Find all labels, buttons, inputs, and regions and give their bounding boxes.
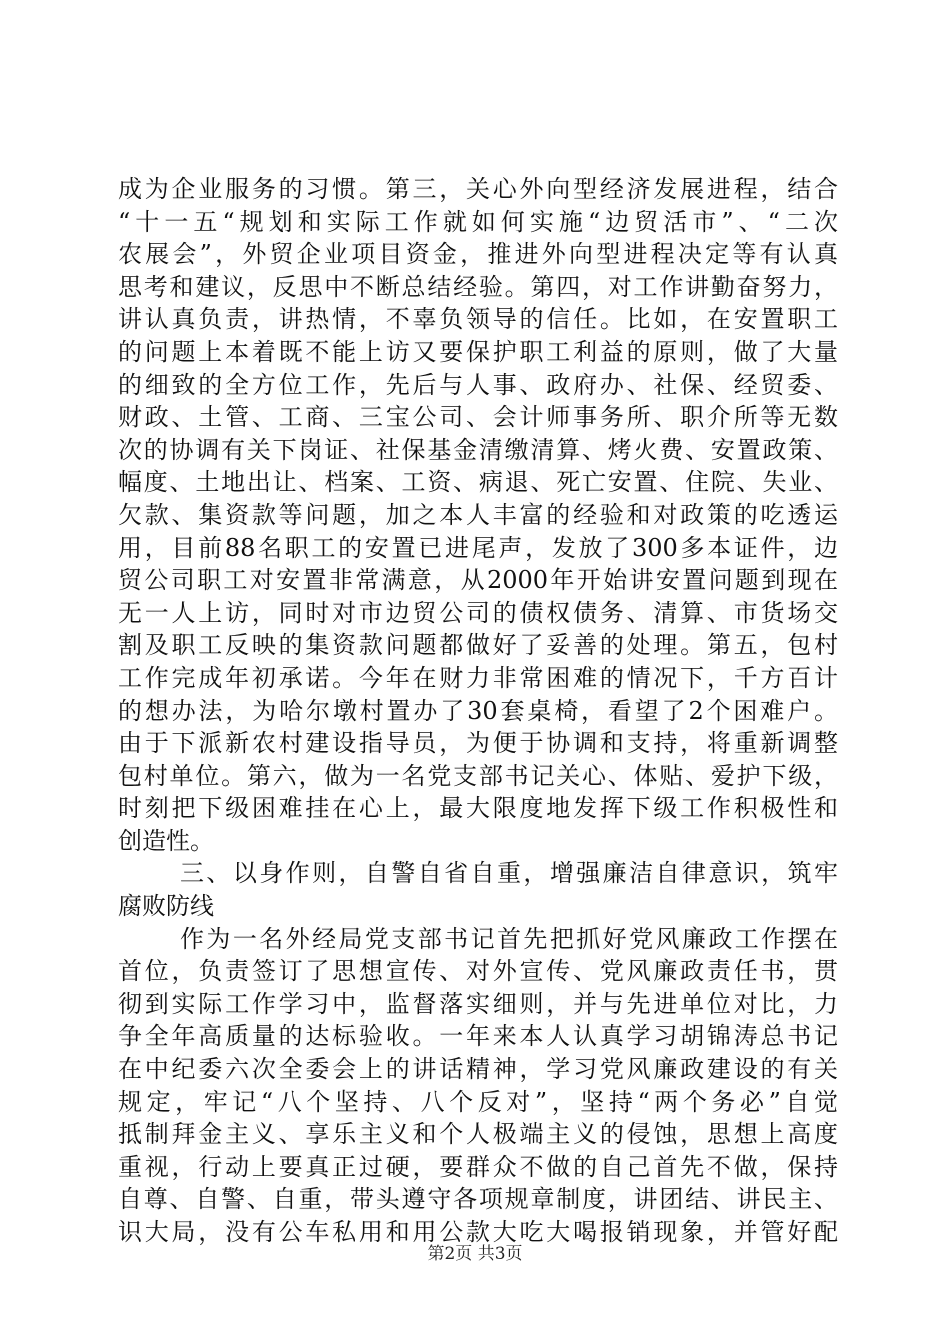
text-line: 无一人上访，同时对市边贸公司的债权债务、清算、市货场交 [118,598,838,627]
text-line: 重视，行动上要真正过硬，要群众不做的自己首先不做，保持 [118,1152,838,1181]
text-line: “十一五“规划和实际工作就如何实施“边贸活市”、“二次 [118,207,838,236]
text-line: 的问题上本着既不能上访又要保护职工利益的原则，做了大量 [118,337,838,366]
text-line: 识大局，没有公车私用和用公款大吃大喝报销现象，并管好配 [118,1218,838,1246]
text-line: 财政、土管、工商、三宝公司、会计师事务所、职介所等无数 [118,403,838,432]
text-line: 在中纪委六次全委会上的讲话精神，学习党风廉政建设的有关 [118,1055,838,1084]
text-line: 创造性。 [118,826,214,855]
text-line: 次的协调有关下岗证、社保基金清缴清算、烤火费、安置政策、 [118,435,838,464]
text-line: 由于下派新农村建设指导员，为便于协调和支持，将重新调整 [118,729,838,758]
text-line: 的细致的全方位工作，先后与人事、政府办、社保、经贸委、 [118,370,838,399]
text-line: 时刻把下级困难挂在心上，最大限度地发挥下级工作积极性和 [118,794,838,823]
text-line: 欠款、集资款等问题，加之本人丰富的经验和对政策的吃透运 [118,500,838,529]
document-body [118,173,838,1249]
section-heading-line: 三、以身作则，自警自省自重，增强廉洁自律意识，筑牢 [180,859,838,888]
text-line: 用，目前88名职工的安置已进尾声，发放了300多本证件，边 [118,533,838,562]
text-line: 争全年高质量的达标验收。一年来本人认真学习胡锦涛总书记 [118,1022,838,1051]
text-line: 作为一名外经局党支部书记首先把抓好党风廉政工作摆在 [180,924,838,953]
text-line: 割及职工反映的集资款问题都做好了妥善的处理。第五，包村 [118,631,838,660]
text-line: 幅度、土地出让、档案、工资、病退、死亡安置、住院、失业、 [118,468,838,497]
text-line: 抵制拜金主义、享乐主义和个人极端主义的侵蚀，思想上高度 [118,1120,838,1149]
text-line: 工作完成年初承诺。今年在财力非常困难的情况下，千方百计 [118,663,838,692]
text-line: 成为企业服务的习惯。第三，关心外向型经济发展进程，结合 [118,175,838,203]
section-heading-line: 腐败防线 [118,892,214,921]
text-line: 彻到实际工作学习中，监督落实细则，并与先进单位对比，力 [118,989,838,1018]
text-line: 规定，牢记“八个坚持、八个反对”，坚持“两个务必”自觉 [118,1087,838,1116]
text-line: 包村单位。第六，做为一名党支部书记关心、体贴、爱护下级， [118,761,838,790]
text-line: 的想办法，为哈尔墩村置办了30套桌椅，看望了2个困难户。 [118,696,838,725]
text-line: 自尊、自警、自重，带头遵守各项规章制度，讲团结、讲民主、 [118,1185,838,1214]
text-line: 首位，负责签订了思想宣传、对外宣传、党风廉政责任书，贯 [118,957,838,986]
text-line: 农展会”，外贸企业项目资金，推进外向型进程决定等有认真 [118,240,838,269]
page-number-footer: 第2页 共3页 [427,1244,523,1264]
text-line: 贸公司职工对安置非常满意，从2000年开始讲安置问题到现在 [118,566,838,595]
text-line: 讲认真负责，讲热情，不辜负领导的信任。比如，在安置职工 [118,305,838,334]
text-line: 思考和建议，反思中不断总结经验。第四，对工作讲勤奋努力， [118,272,838,301]
